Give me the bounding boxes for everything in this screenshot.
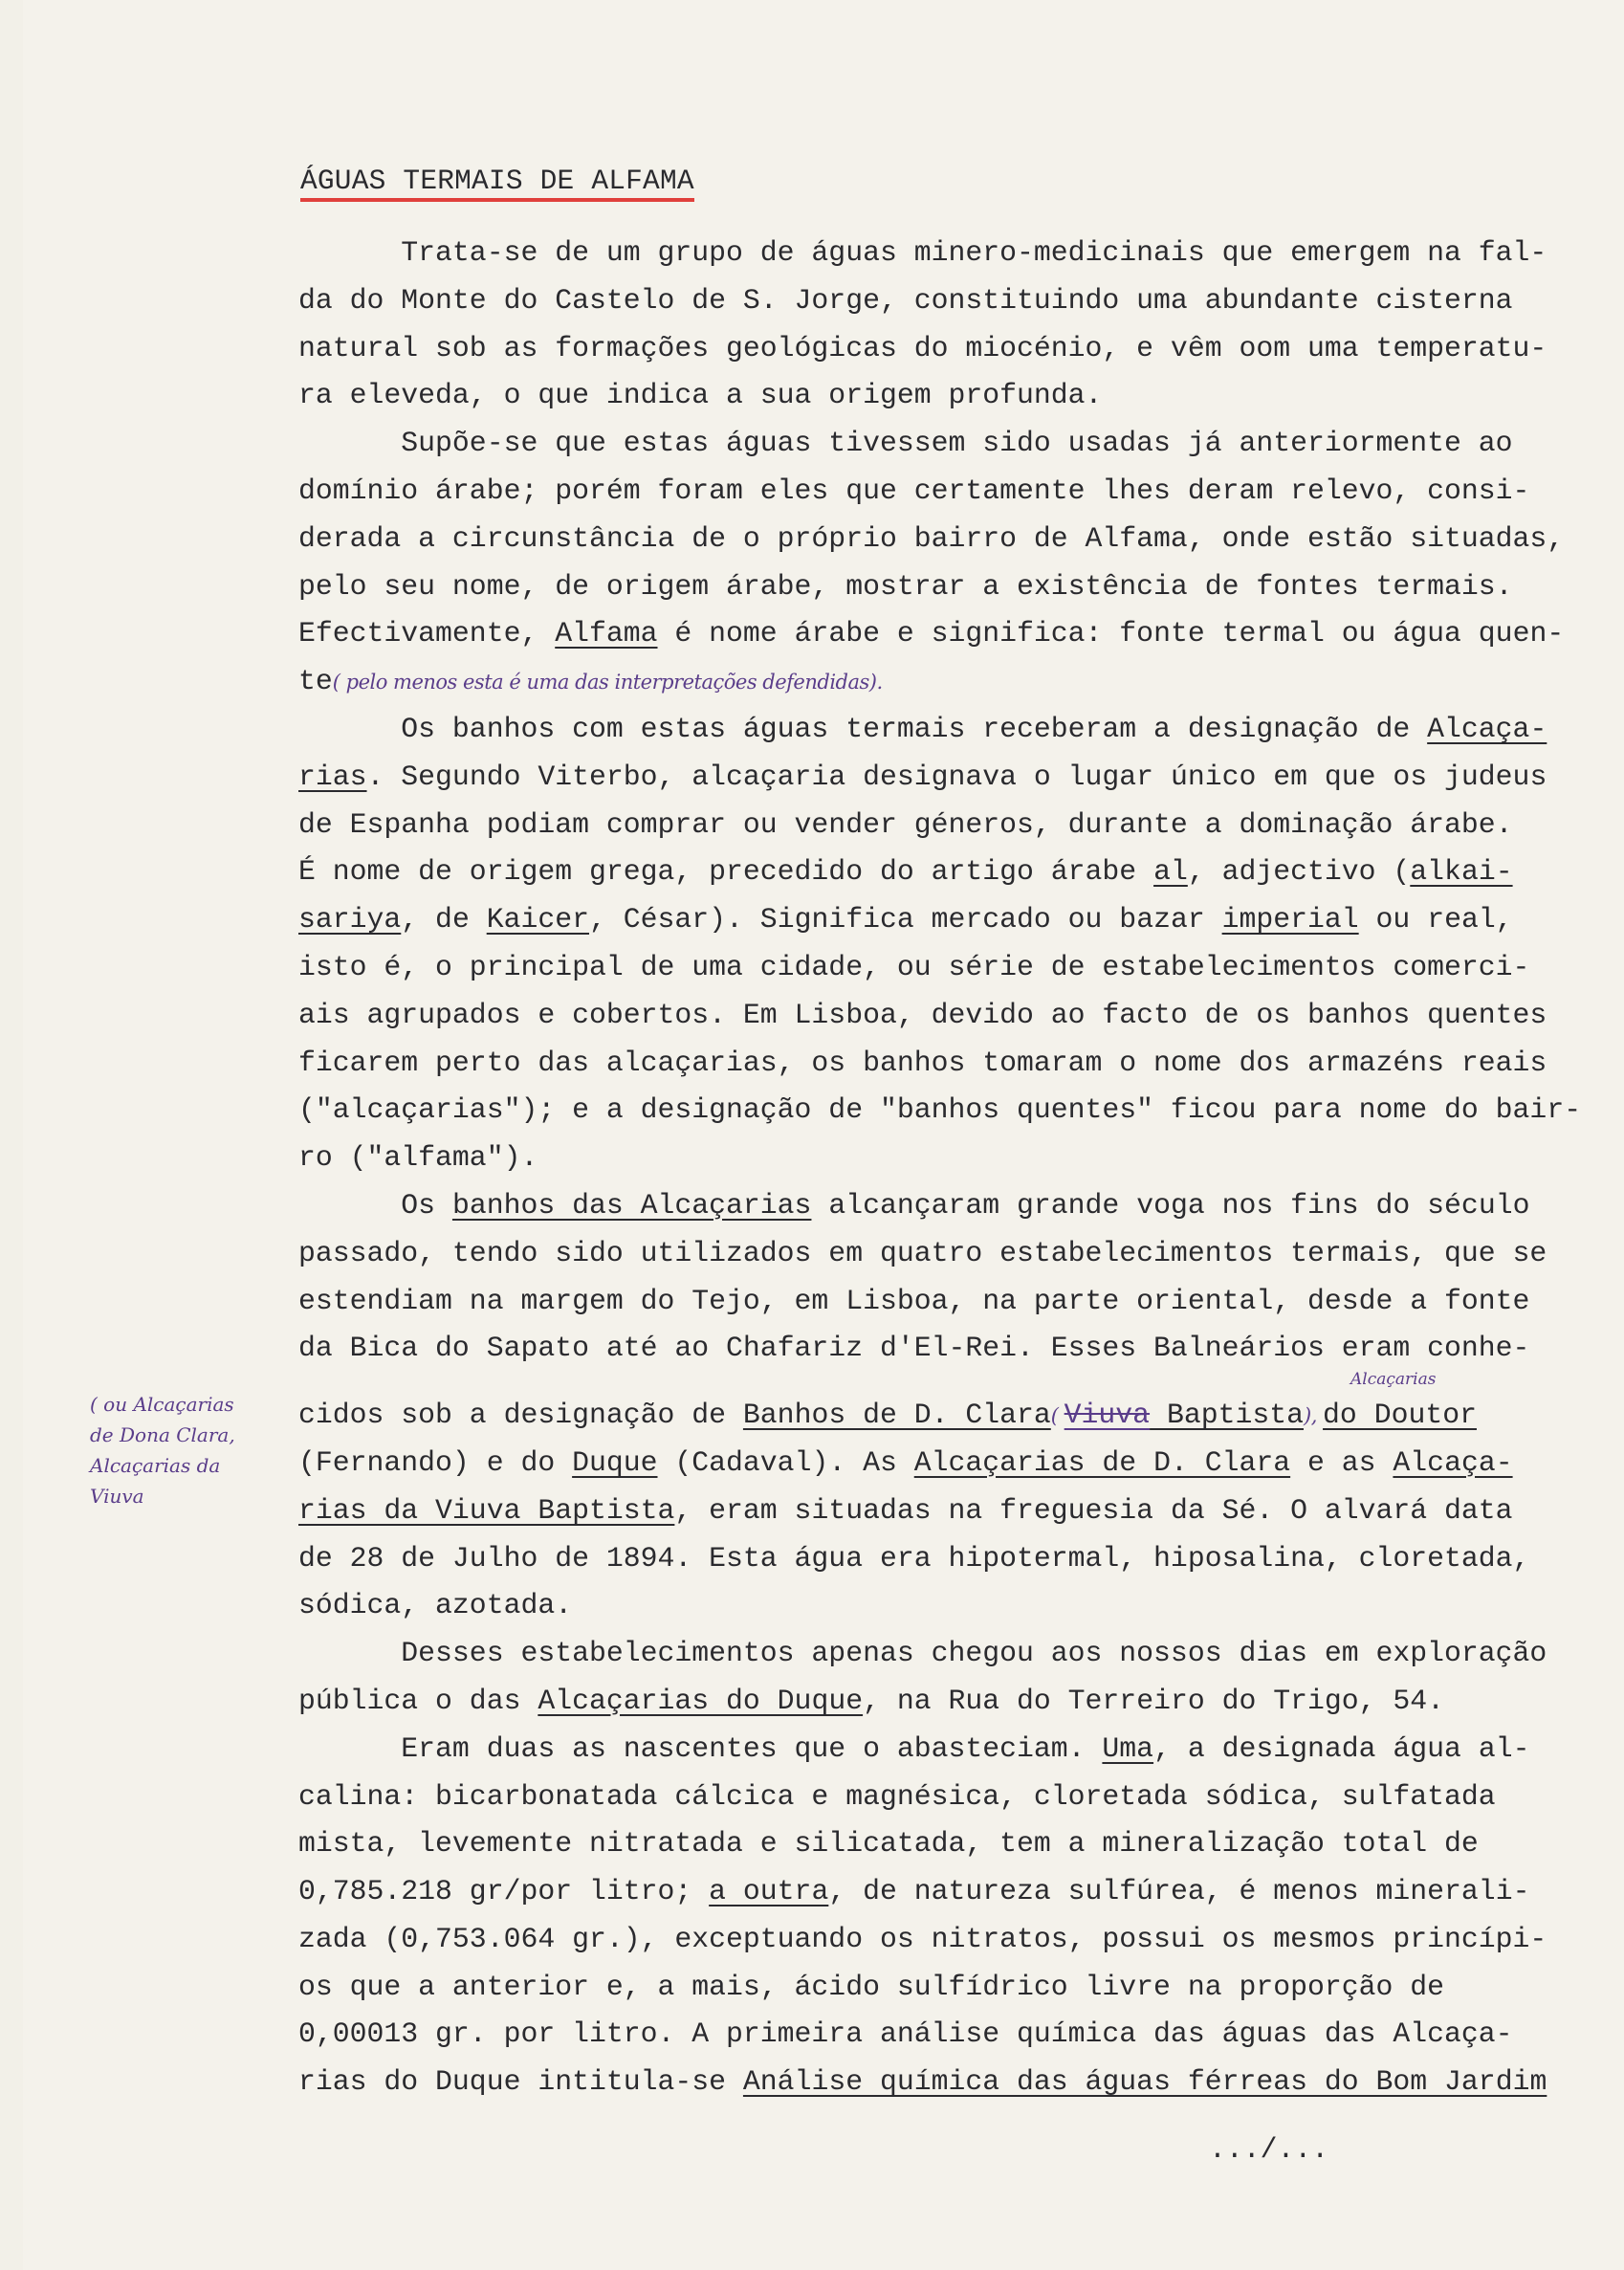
text-segment: ro ("alfama").	[298, 1141, 538, 1175]
handwritten-insertion: Alcaçarias	[1350, 1370, 1437, 1389]
underlined-text: a outra	[709, 1875, 829, 1908]
text-segment: . Segundo Viterbo, alcaçaria designava o lugar único em que os judeus	[366, 760, 1547, 793]
handwritten-annotation: (	[1050, 1404, 1064, 1428]
text-line	[298, 944, 1618, 992]
text-segment: (Fernando) e do	[298, 1445, 573, 1479]
text-segment: estendiam na margem do Tejo, em Lisboa, na parte oriental, desde a fonte	[298, 1284, 1530, 1317]
text-line	[298, 2059, 1618, 2106]
text-segment: Os	[298, 1188, 452, 1222]
text-segment: (Cadaval). As	[657, 1445, 914, 1479]
handwritten-margin-note: ( ou Alcaçarias de Dona Clara, Alcaçarias da Viuva	[90, 1393, 235, 1508]
text-segment: Desses estabelecimentos apenas chegou aos nossos dias em exploração	[298, 1637, 1547, 1670]
underlined-text: Viuva	[1064, 1399, 1151, 1432]
text-segment: Os banhos com estas águas termais receberam a designação de	[298, 712, 1428, 745]
text-line	[298, 1535, 1618, 1583]
text-segment: isto é, o principal de uma cidade, ou série de estabelecimentos comerci-	[298, 950, 1530, 983]
text-line	[298, 468, 1618, 516]
underlined-text: al	[1153, 855, 1188, 889]
text-line	[298, 1678, 1618, 1726]
text-line	[298, 277, 1618, 325]
text-segment: , de natureza sulfúrea, é menos minerali-	[828, 1875, 1530, 1908]
document-body	[298, 230, 1618, 2106]
handwritten-annotation: ),	[1304, 1404, 1324, 1428]
text-segment: , de	[401, 903, 487, 937]
text-line	[298, 1630, 1618, 1678]
text-segment: mista, levemente nitratada e silicatada, tem a mineralização total de	[298, 1827, 1479, 1861]
text-line	[298, 1488, 1618, 1535]
text-line	[298, 1087, 1618, 1135]
underlined-text: Análise química das águas férreas do Bom Jardim	[742, 2065, 1547, 2099]
text-segment: derada a circunstância de o próprio bairro de Alfama, onde estão situadas,	[298, 521, 1565, 555]
text-line	[298, 848, 1618, 896]
text-segment: natural sob as formações geológicas do miocénio, e vêm oom uma temperatu-	[298, 331, 1547, 364]
text-line	[298, 1726, 1618, 1774]
text-segment: é nome árabe e significa: fonte termal ou água quen-	[657, 617, 1565, 650]
text-segment: da Bica do Sapato até ao Chafariz d'El-Rei. Esses Balneários eram conhe-	[298, 1332, 1530, 1365]
text-segment: 0,785.218 gr/por litro;	[298, 1875, 710, 1908]
underlined-text: Baptista	[1150, 1399, 1304, 1432]
text-segment: pelo seu nome, de origem árabe, mostrar a existência de fontes termais.	[298, 569, 1513, 603]
underlined-text: imperial	[1221, 903, 1359, 937]
text-segment: pública o das	[298, 1684, 538, 1717]
underlined-text: Banhos de D. Clara	[742, 1399, 1051, 1432]
text-line	[298, 1820, 1618, 1868]
text-segment: , eram situadas na freguesia da Sé. O alvará data	[674, 1493, 1513, 1527]
text-line	[298, 1325, 1618, 1373]
handwritten-annotation: ( pelo menos esta é uma das interpretações defendidas).	[332, 671, 883, 694]
text-line	[298, 1392, 1618, 1440]
text-segment: alcançaram grande voga nos fins do século	[811, 1188, 1530, 1222]
text-line	[298, 1040, 1618, 1088]
text-line	[298, 896, 1618, 944]
document-title: ÁGUAS TERMAIS DE ALFAMA	[300, 165, 694, 197]
text-segment: , César). Significa mercado ou bazar	[589, 903, 1222, 937]
text-segment: É nome de origem grega, precedido do artigo árabe	[298, 855, 1154, 889]
text-segment: calina: bicarbonatada cálcica e magnésica, cloretada sódica, sulfatada	[298, 1779, 1496, 1813]
underlined-text: Alfama	[555, 617, 658, 650]
text-line	[298, 563, 1618, 611]
text-segment: ficarem perto das alcaçarias, os banhos tomaram o nome dos armazéns reais	[298, 1046, 1547, 1079]
text-segment: passado, tendo sido utilizados em quatro estabelecimentos termais, que se	[298, 1236, 1547, 1269]
underlined-text: rias da Viuva Baptista	[298, 1493, 675, 1527]
text-line	[298, 754, 1618, 802]
underlined-text: rias	[298, 760, 367, 793]
text-segment: de Espanha podiam comprar ou vender géneros, durante a dominação árabe.	[298, 807, 1513, 841]
text-line	[298, 420, 1618, 468]
text-line	[298, 992, 1618, 1040]
text-segment: cidos sob a designação de	[298, 1399, 743, 1432]
text-segment: , na Rua do Terreiro do Trigo, 54.	[863, 1684, 1445, 1717]
underlined-text: do Doutor	[1323, 1399, 1477, 1432]
text-line	[298, 1774, 1618, 1821]
text-segment: ais agrupados e cobertos. Em Lisboa, devido ao facto de os banhos quentes	[298, 998, 1547, 1031]
text-line	[298, 2011, 1618, 2059]
text-segment: Trata-se de um grupo de águas minero-medicinais que emergem na fal-	[298, 236, 1547, 269]
text-segment: domínio árabe; porém foram eles que certamente lhes deram relevo, consi-	[298, 474, 1530, 507]
text-line	[298, 1230, 1618, 1278]
text-segment: 0,00013 gr. por litro. A primeira análise química das águas das Alcaça-	[298, 2017, 1513, 2051]
text-line	[298, 1916, 1618, 1964]
text-line	[298, 1182, 1618, 1230]
continuation-mark: .../...	[1209, 2133, 1329, 2166]
text-segment: , a designada água al-	[1153, 1731, 1530, 1765]
text-line	[298, 1964, 1618, 2012]
text-segment: de 28 de Julho de 1894. Esta água era hipotermal, hiposalina, cloretada,	[298, 1541, 1530, 1575]
text-line	[298, 372, 1618, 420]
text-segment: Eram duas as nascentes que o abasteciam.	[298, 1731, 1103, 1765]
text-segment: e as	[1290, 1445, 1394, 1479]
underlined-text: banhos das Alcaçarias	[451, 1188, 812, 1222]
text-line	[298, 230, 1618, 277]
document-page	[23, 0, 1624, 2270]
text-line	[298, 802, 1618, 849]
underlined-text: Alcaçarias do Duque	[538, 1684, 864, 1717]
text-segment: Supõe-se que estas águas tivessem sido usadas já anteriormente ao	[298, 427, 1513, 460]
text-segment: , adjectivo (	[1187, 855, 1411, 889]
underlined-text: alkai-	[1410, 855, 1513, 889]
text-line	[298, 1440, 1618, 1488]
text-line	[298, 1868, 1618, 1916]
text-line	[298, 325, 1618, 373]
text-segment: da do Monte do Castelo de S. Jorge, constituindo uma abundante cisterna	[298, 283, 1513, 317]
text-segment: rias do Duque intitula-se	[298, 2065, 743, 2099]
text-line	[298, 658, 1618, 706]
underlined-text: Duque	[572, 1445, 658, 1479]
underlined-text: Uma	[1102, 1731, 1154, 1765]
text-line	[298, 1278, 1618, 1326]
underlined-text: Alcaça-	[1393, 1445, 1513, 1479]
underlined-text: Alcaça-	[1427, 712, 1547, 745]
text-segment: os que a anterior e, a mais, ácido sulfídrico livre na proporção de	[298, 1970, 1445, 2003]
text-segment: ra eleveda, o que indica a sua origem profunda.	[298, 379, 1103, 412]
text-segment: sódica, azotada.	[298, 1589, 573, 1622]
underlined-text: sariya	[298, 903, 402, 937]
text-segment: ou real,	[1358, 903, 1513, 937]
text-line	[298, 610, 1618, 658]
text-line	[298, 1582, 1618, 1630]
text-segment: ("alcaçarias"); e a designação de "banhos quentes" ficou para nome do bair-	[298, 1093, 1582, 1127]
text-line	[298, 516, 1618, 563]
text-line	[298, 1135, 1618, 1182]
text-segment: te	[298, 665, 333, 698]
text-segment: Efectivamente,	[298, 617, 556, 650]
underlined-text: Kaicer	[486, 903, 589, 937]
underlined-text: Alcaçarias de D. Clara	[913, 1445, 1291, 1479]
text-segment: zada (0,753.064 gr.), exceptuando os nitratos, possui os mesmos princípi-	[298, 1922, 1547, 1955]
text-line	[298, 706, 1618, 754]
